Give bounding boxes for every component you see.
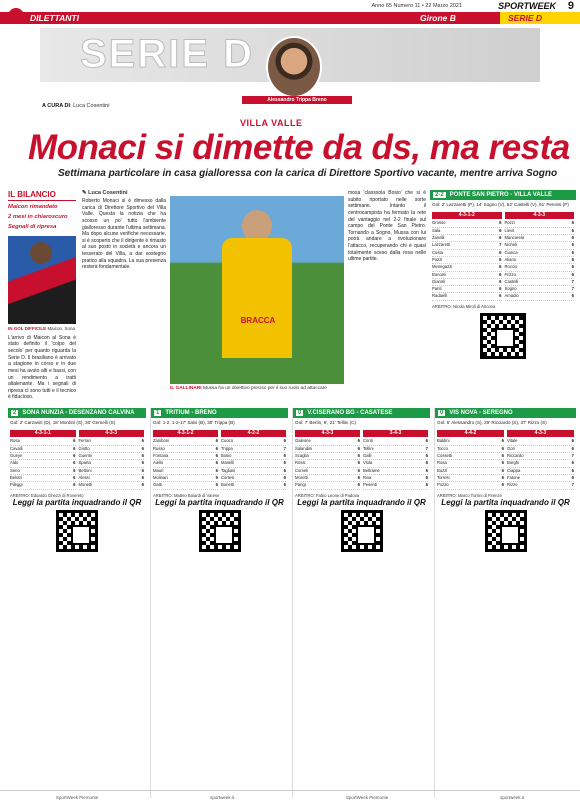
player-row: Rizzo 7 <box>507 482 574 489</box>
player-row: Molinari 6 <box>153 475 218 482</box>
section-strip <box>0 12 580 24</box>
byline: A CURA DI: Luca Cosentini <box>42 103 110 109</box>
player-row: Zaniboni 6 <box>153 438 218 445</box>
player-row: Cossetti 6 <box>437 453 504 460</box>
lineups <box>8 428 146 492</box>
match-card <box>8 408 146 798</box>
qr-label: Leggi la partita inquadrando il QR <box>441 497 570 507</box>
byline-label: A CURA DI <box>42 103 71 109</box>
player-row: Vitale 6 <box>507 438 574 445</box>
away-formation: 4-3-3 <box>79 430 145 438</box>
lineups <box>293 428 430 492</box>
player-row: Serio 6 <box>10 468 76 475</box>
sidebar-photo-caption <box>8 326 76 331</box>
player-row: Grosso 6 <box>432 220 502 227</box>
player-row: Pileggi 6 <box>10 482 76 489</box>
player-row: Sogno 7 <box>505 286 575 293</box>
match-teams: V.CISERANO BG - CASATESE <box>307 410 393 416</box>
match-scorers: Gol: 5' Alessandro (S), 29' Ricciardo (S), 37' Rizzo (S) <box>437 420 547 425</box>
player-row: Bonetti 6 <box>221 482 286 489</box>
article-column-1: Roberto Monaci si è dimesso dalla carica di Direttore Sportivo del Villa Valle. Questa la notizia che ha scosso un po' tutto l'ambiente gialloresso durante l'ultima settimana. Ma dopo alcune verifiche necessarie, si è scoperto che il dirigente è rimasto al suo posto in società e ancora un tesserato del Villa, a dar sostegno pratico alla squadra. La sua presenza resterà fondamentale. <box>82 198 166 271</box>
player-row: Russo 6 <box>153 446 218 453</box>
footer-item: SportWeek Piemonte <box>345 795 389 800</box>
footer-item[interactable]: sportweek.it <box>500 795 525 800</box>
qr-label: Leggi la partita inquadrando il QR <box>12 497 142 507</box>
match-teams: PONTE SAN PIETRO - VILLA VALLE <box>449 192 553 198</box>
player-row: Trippa 7 <box>221 446 286 453</box>
player-row: Belotti 6 <box>10 475 76 482</box>
article-headline: Monaci si dimette da ds, ma resta <box>28 128 570 167</box>
player-row: Beltrame 6 <box>363 468 428 475</box>
girone-label: Girone B <box>420 13 456 23</box>
player-row: Parigi 6 <box>295 482 360 489</box>
article-photo <box>170 196 344 384</box>
player-row: Moretti 6 <box>295 475 360 482</box>
match-scorers: Gol: 7' Berlin, 9', 21' Tellini (C) <box>295 420 357 425</box>
player-row: Cortesi 6 <box>221 475 286 482</box>
article-photo-caption <box>170 386 344 391</box>
referee: ARBITRO: Edoardo Ghezzi di Rovereto <box>10 492 84 498</box>
match-score: 0 <box>440 410 444 416</box>
player-row: Frizzo 6 <box>505 272 575 279</box>
caption-label: IN GOL DIFFICILE <box>8 325 47 331</box>
home-formation: 4-3-1-2 <box>432 212 502 220</box>
article-author: ✎ Luca Cosentini <box>82 190 128 196</box>
player-row: Mauri 6 <box>153 468 218 475</box>
qr-code-icon[interactable] <box>341 510 383 552</box>
footer-item: SportWeek Piemonte <box>55 795 99 800</box>
match-card <box>430 190 576 362</box>
lineups <box>435 428 576 492</box>
home-formation: 4-4-2 <box>437 430 504 438</box>
match-header <box>151 408 288 418</box>
player-row: Gori 6 <box>507 446 574 453</box>
player-row: Ferrari 6 <box>79 438 145 445</box>
player-row: Galeone 6 <box>295 438 360 445</box>
player-row: Lazzaretti 7 <box>432 242 502 249</box>
referee: ARBITRO: Marco Turrini di Firenze <box>437 492 502 498</box>
player-row: Comeli 6 <box>295 468 360 475</box>
player-row: Radaelli 6 <box>432 293 502 300</box>
player-row: Viola 6 <box>363 460 428 467</box>
issue-info: Anno 65 Numero 11 • 22 Marzo 2021 <box>371 3 462 9</box>
player-row: Borghi 6 <box>507 460 574 467</box>
away-lineup <box>363 430 428 490</box>
player-row: Nicheli 6 <box>505 242 575 249</box>
player-row: Maselli 6 <box>221 460 286 467</box>
article-kicker: VILLA VALLE <box>240 118 303 128</box>
player-row: Sparta 6 <box>79 460 145 467</box>
player-row: Riccardo 7 <box>507 453 574 460</box>
match-score: 2-2 <box>435 192 444 198</box>
home-formation: 4-3-3 <box>295 430 360 438</box>
player-row: Aliano 6 <box>505 257 575 264</box>
player-row: Gueye 6 <box>10 453 76 460</box>
player-row: Cavalli 6 <box>10 446 76 453</box>
match-score: 1 <box>156 410 160 416</box>
player-row: Bonomi 6 <box>432 272 502 279</box>
match-scorers: Gol: 1-2, 1-2-17' Salvi (B), 30' Trippa (B) <box>153 420 235 425</box>
player-row: Aldo 6 <box>10 460 76 467</box>
match-teams: TRITIUM - BRENO <box>165 410 217 416</box>
player-row: Ciappa 6 <box>507 468 574 475</box>
player-row: Alessi 6 <box>79 475 145 482</box>
sidebar-note: Maicon rimandato <box>8 204 58 210</box>
player-row: Mancarela 6 <box>505 235 575 242</box>
qr-label: Leggi la partita inquadrando il QR <box>297 497 426 507</box>
player-row: Zanelli 6 <box>432 235 502 242</box>
referee: ARBITRO: Nicola Miroli di Ancona <box>432 303 496 309</box>
player-row: Salandini 6 <box>295 446 360 453</box>
lineups <box>151 428 288 492</box>
away-lineup <box>79 430 145 490</box>
away-lineup <box>221 430 286 490</box>
match-score: 0 <box>298 410 302 416</box>
jersey-sponsor: BRACCA <box>240 316 276 325</box>
qr-code-icon[interactable] <box>199 510 241 552</box>
match-card <box>150 408 288 798</box>
home-formation: 4-3-1-1 <box>10 430 76 438</box>
sidebar-title: IL BILANCIO <box>8 190 76 201</box>
qr-label: Leggi la partita inquadrando il QR <box>155 497 284 507</box>
match-scorers: Gol: 2' Lazzaretti (P), 14' Sogno (V), 52' Castelli (V), 91' Pennisi (P) <box>432 202 569 207</box>
player-row: Bosio 6 <box>221 453 286 460</box>
caption-text: Maicon, Sona <box>47 325 75 331</box>
referee: ARBITRO: Fabio Leone di Padova <box>295 492 360 498</box>
match-card <box>434 408 576 798</box>
player-row: Amadio 6 <box>505 293 575 300</box>
player-row: Rossi 6 <box>295 460 360 467</box>
portrait-photo <box>266 36 322 98</box>
referee: ARBITRO: Matteo Boiardi di Varese <box>153 492 220 498</box>
away-formation: 4-3-3 <box>505 212 575 220</box>
player-row: Rosa 6 <box>437 460 504 467</box>
player-row: Rosa 6 <box>10 438 76 445</box>
player-row: Costa 6 <box>432 250 502 257</box>
match-score: 2 <box>13 410 17 416</box>
away-formation: 4-2-2 <box>221 430 286 438</box>
player-row: Roccio 6 <box>505 264 575 271</box>
home-lineup <box>153 430 218 490</box>
player-row: Cianca 6 <box>505 250 575 257</box>
qr-code-icon[interactable] <box>480 313 526 359</box>
author-name: Luca Cosentini <box>88 190 128 196</box>
byline-name: Luca Cosentini <box>73 103 110 109</box>
player-row: Pozzi 6 <box>505 220 575 227</box>
player-row: Lievit 6 <box>505 228 575 235</box>
player-row: Pesenti 6 <box>363 482 428 489</box>
away-lineup <box>505 212 575 301</box>
banner-title: SERIE D <box>80 32 255 76</box>
home-lineup <box>432 212 502 301</box>
match-teams: VIS NOVA - SEREGNO <box>449 410 513 416</box>
footer-item[interactable]: sportweek.it <box>210 795 235 800</box>
player-row: Conti 6 <box>363 438 428 445</box>
player-row: Tocco 6 <box>437 446 504 453</box>
player-row: Fontana 6 <box>153 453 218 460</box>
match-header <box>435 408 576 418</box>
lineups <box>430 210 576 303</box>
player-row: Tellini 7 <box>363 446 428 453</box>
away-formation: 4-3-3 <box>507 430 574 438</box>
sidebar-photo <box>8 236 76 324</box>
player-row: Giotto 6 <box>79 446 145 453</box>
match-teams: SONA NUNZIA - DESENZANO CALVINA <box>22 410 135 416</box>
player-row: Pozzo 6 <box>437 482 504 489</box>
player-row: Fatone 6 <box>507 475 574 482</box>
player-row: Tagliani 6 <box>221 468 286 475</box>
match-scorers: Gol: 2' Carzaniti (D), 18' Mordini (S), 30' Gemelli (S) <box>10 420 116 425</box>
player-row: Gatti 6 <box>153 482 218 489</box>
player-row: Guerini 6 <box>79 453 145 460</box>
player-row: Riva 6 <box>363 475 428 482</box>
player-row: Bettoni 6 <box>79 468 145 475</box>
sidebar-note: 2 mesi in chiaroscuro <box>8 214 68 221</box>
article-subhead: Settimana particolare in casa gialloressa con la carica di Direttore Sportivo vacante, mentre arriva Sogno <box>58 168 558 179</box>
sidebar-body: L'arrivo di Maicon al Sona è stato definito il 'colpo del secolo' per quanto riguarda la Serie D. Il brasiliano è arrivato a stagione in corso e in due mesi ha avuto alti e bassi, con un rendimento a tratti altalenante. Ma i segnali di ripresa ci sono tutti e il tecnico è fiducioso. <box>8 334 76 401</box>
player-row: Torresi 6 <box>437 475 504 482</box>
caption-text: Mussa ha un obiettivo preciso per il suo ruolo ad attaccare <box>202 386 327 391</box>
player-row: Galli 6 <box>363 453 428 460</box>
serie-label: SERIE D <box>500 12 580 24</box>
section-label: DILETTANTI <box>30 13 79 23</box>
home-lineup <box>10 430 76 490</box>
brand-logo: SPORTWEEK <box>498 1 556 11</box>
player-row: Cuoco 6 <box>221 438 286 445</box>
match-header <box>430 190 576 200</box>
player-row: Aiello 6 <box>153 460 218 467</box>
player-row: Menegazzi 6 <box>432 264 502 271</box>
article-column-2: mosa 'classsola Bosio' che si è subito riportato nelle sorte settimane. Intanto il centrocampista ha fermato la rete del vantaggio nel 2-2 finale sul campo del Ponte San Pietro. Tornando a Sogno, Mussa con lui potrà andare a rivoluzionare l'attacco, recuperando chi è quasi totalmente sceso dalla rosa nelle ultime partite. <box>348 190 426 263</box>
portrait-caption: Alessandro Trippa Breno <box>242 96 352 104</box>
qr-code-icon[interactable] <box>56 510 98 552</box>
home-lineup <box>437 430 504 490</box>
home-formation: 4-3-1-2 <box>153 430 218 438</box>
player-row: Pozzi 6 <box>432 257 502 264</box>
player-row: Panti 6 <box>432 286 502 293</box>
match-header <box>8 408 146 418</box>
away-formation: 3-4-3 <box>363 430 428 438</box>
player-row: Baldini 6 <box>437 438 504 445</box>
sidebar-note: Segnali di ripresa <box>8 224 57 231</box>
away-lineup <box>507 430 574 490</box>
player-row: Sala 6 <box>432 228 502 235</box>
page-footer <box>0 790 580 804</box>
caption-label: IL GALLINARI <box>170 386 202 391</box>
page-number: 9 <box>567 0 574 12</box>
sidebar-bilancio <box>8 190 76 401</box>
match-card <box>292 408 430 798</box>
player-row: Gianoli 6 <box>432 279 502 286</box>
photo-jersey <box>222 238 292 358</box>
ball-icon <box>8 8 24 24</box>
match-header <box>293 408 430 418</box>
player-row: Castelli 7 <box>505 279 575 286</box>
qr-code-icon[interactable] <box>485 510 527 552</box>
player-row: Scaglia 6 <box>295 453 360 460</box>
player-row: Buzzi 6 <box>437 468 504 475</box>
home-lineup <box>295 430 360 490</box>
player-row: Monetti 6 <box>79 482 145 489</box>
